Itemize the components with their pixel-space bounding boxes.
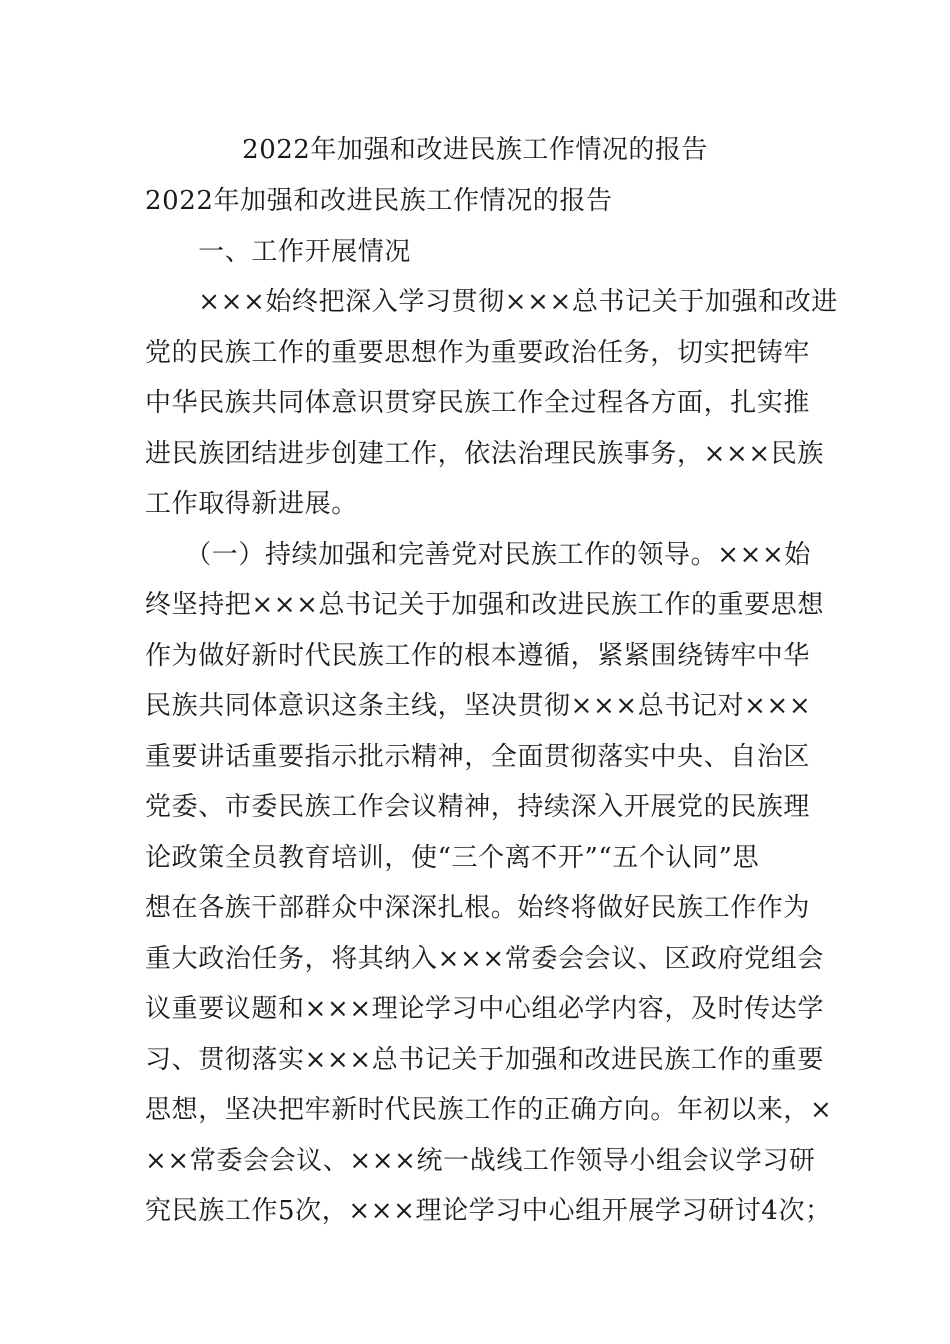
subtitle-line: 2022年加强和改进民族工作情况的报告 — [145, 186, 613, 216]
paragraph-line: 进民族团结进步创建工作，依法治理民族事务，×××民族 — [145, 438, 824, 469]
paragraph-line: 究民族工作5次，×××理论学习中心组开展学习研讨4次； — [145, 1196, 832, 1226]
paragraph-line: 重大政治任务，将其纳入×××常委会会议、区政府党组会 — [145, 943, 824, 974]
paragraph-line: 议重要议题和×××理论学习中心组必学内容，及时传达学 — [145, 994, 824, 1024]
paragraph-line: 党委、市委民族工作会议精神，持续深入开展党的民族理 — [145, 792, 811, 822]
paragraph-line: ×××始终把深入学习贯彻×××总书记关于加强和改进 — [145, 287, 838, 317]
paragraph-line: 工作取得新进展。 — [145, 489, 358, 519]
paragraph-line: 想在各族干部群众中深深扎根。始终将做好民族工作作为 — [145, 893, 811, 923]
document-title: 2022年加强和改进民族工作情况的报告 — [242, 135, 708, 165]
paragraph-line: 终坚持把×××总书记关于加强和改进民族工作的重要思想 — [145, 590, 824, 620]
paragraph-line: 习、贯彻落实×××总书记关于加强和改进民族工作的重要 — [145, 1044, 824, 1075]
paragraph-line: 中华民族共同体意识贯穿民族工作全过程各方面，扎实推 — [145, 388, 811, 418]
subsection-line: （一）持续加强和完善党对民族工作的领导。×××始 — [145, 539, 811, 570]
paragraph-line: 党的民族工作的重要思想作为重要政治任务，切实把铸牢 — [145, 337, 811, 368]
paragraph-line: 重要讲话重要指示批示精神，全面贯彻落实中央、自治区 — [145, 741, 811, 772]
paragraph-line: 作为做好新时代民族工作的根本遵循，紧紧围绕铸牢中华 — [145, 640, 811, 671]
section-heading: 一、工作开展情况 — [145, 236, 412, 267]
paragraph-line: 论政策全员教育培训，使“三个离不开”“五个认同”思 — [145, 842, 760, 873]
paragraph-line: 思想，坚决把牢新时代民族工作的正确方向。年初以来，× — [145, 1095, 833, 1125]
document-body — [145, 176, 838, 1237]
paragraph-line: ××常委会会议、×××统一战线工作领导小组会议学习研 — [145, 1145, 816, 1176]
paragraph-line: 民族共同体意识这条主线，坚决贯彻×××总书记对××× — [145, 691, 812, 721]
